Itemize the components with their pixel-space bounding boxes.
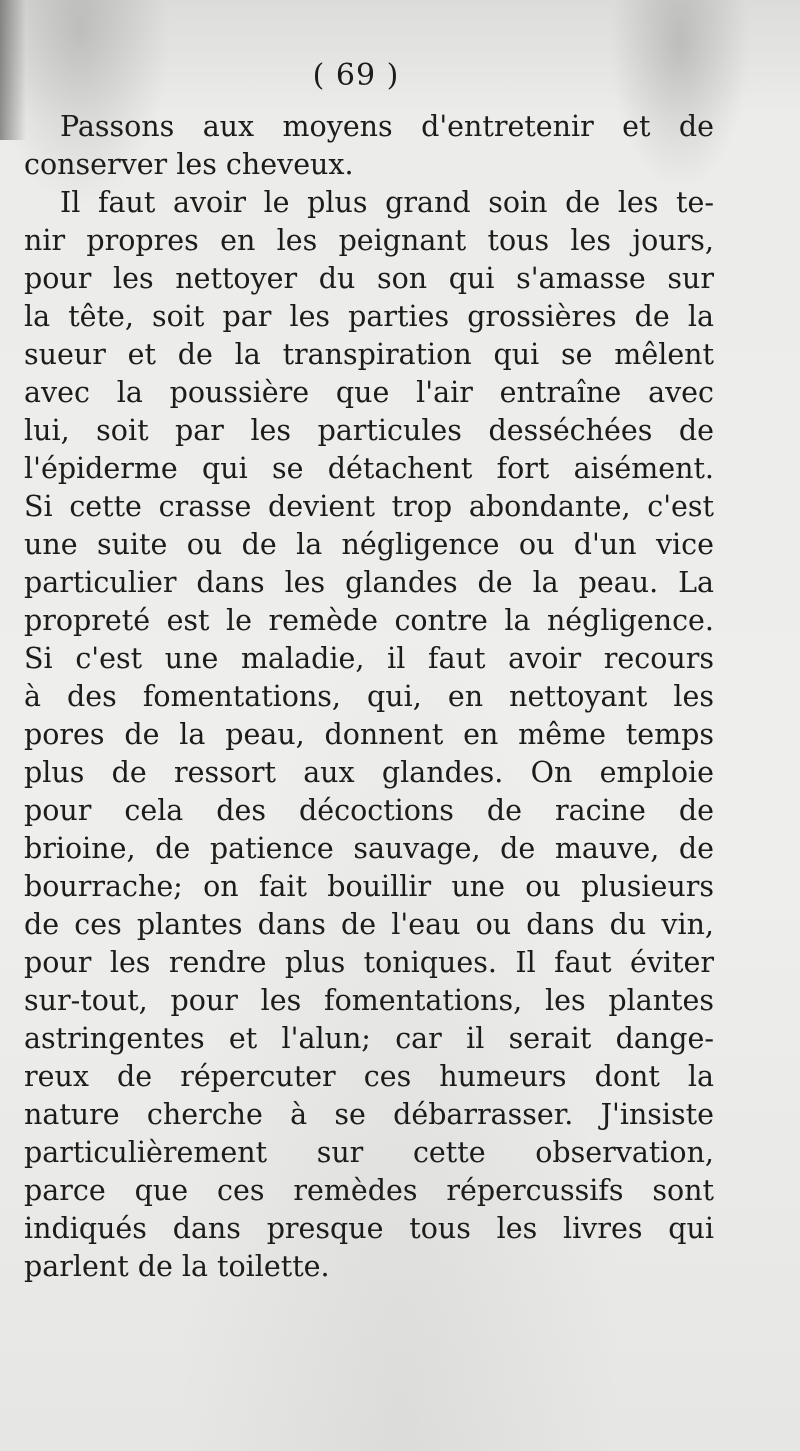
text-line: pour cela des décoctions de racine de — [24, 794, 714, 827]
text-line: Passons aux moyens d'entretenir et de — [60, 110, 714, 143]
text-line: pour les nettoyer du son qui s'amasse sur — [24, 262, 714, 295]
text-line: parlent de la toilette. — [24, 1250, 330, 1283]
text-line: reux de répercuter ces humeurs dont la — [24, 1060, 714, 1093]
text-line: Si cette crasse devient trop abondante, c'est — [24, 490, 714, 523]
text-line: bourrache; on fait bouillir une ou plusieurs — [24, 870, 714, 903]
text-line: Si c'est une maladie, il faut avoir recours — [24, 642, 714, 675]
text-line: particulièrement sur cette observation, — [24, 1136, 714, 1169]
text-line: pores de la peau, donnent en même temps — [24, 718, 714, 751]
text-line: plus de ressort aux glandes. On emploie — [24, 756, 714, 789]
text-line: nir propres en les peignant tous les jours, — [24, 224, 714, 257]
text-line: une suite ou de la négligence ou d'un vice — [24, 528, 714, 561]
text-line: avec la poussière que l'air entraîne avec — [24, 376, 714, 409]
text-line: astringentes et l'alun; car il serait dange- — [24, 1022, 714, 1055]
text-line: propreté est le remède contre la négligence. — [24, 604, 714, 637]
text-line: lui, soit par les particules desséchées de — [24, 414, 714, 447]
text-line: à des fomentations, qui, en nettoyant les — [24, 680, 714, 713]
text-line: nature cherche à se débarrasser. J'insiste — [24, 1098, 714, 1131]
page-number: ( 69 ) — [312, 58, 400, 93]
text-line: Il faut avoir le plus grand soin de les te- — [60, 186, 714, 219]
text-line: parce que ces remèdes répercussifs sont — [24, 1174, 714, 1207]
text-line: conserver les cheveux. — [24, 148, 354, 181]
text-line: sur-tout, pour les fomentations, les plantes — [24, 984, 714, 1017]
text-line: de ces plantes dans de l'eau ou dans du vin, — [24, 908, 714, 941]
body-text — [24, 108, 714, 1286]
text-line: pour les rendre plus toniques. Il faut éviter — [24, 946, 714, 979]
text-line: indiqués dans presque tous les livres qui — [24, 1212, 714, 1245]
text-line: la tête, soit par les parties grossières de la — [24, 300, 714, 333]
text-line: particulier dans les glandes de la peau. La — [24, 566, 714, 599]
text-line: l'épiderme qui se détachent fort aisément. — [24, 452, 714, 485]
text-line: sueur et de la transpiration qui se mêlent — [24, 338, 714, 371]
text-line: brioine, de patience sauvage, de mauve, de — [24, 832, 714, 865]
